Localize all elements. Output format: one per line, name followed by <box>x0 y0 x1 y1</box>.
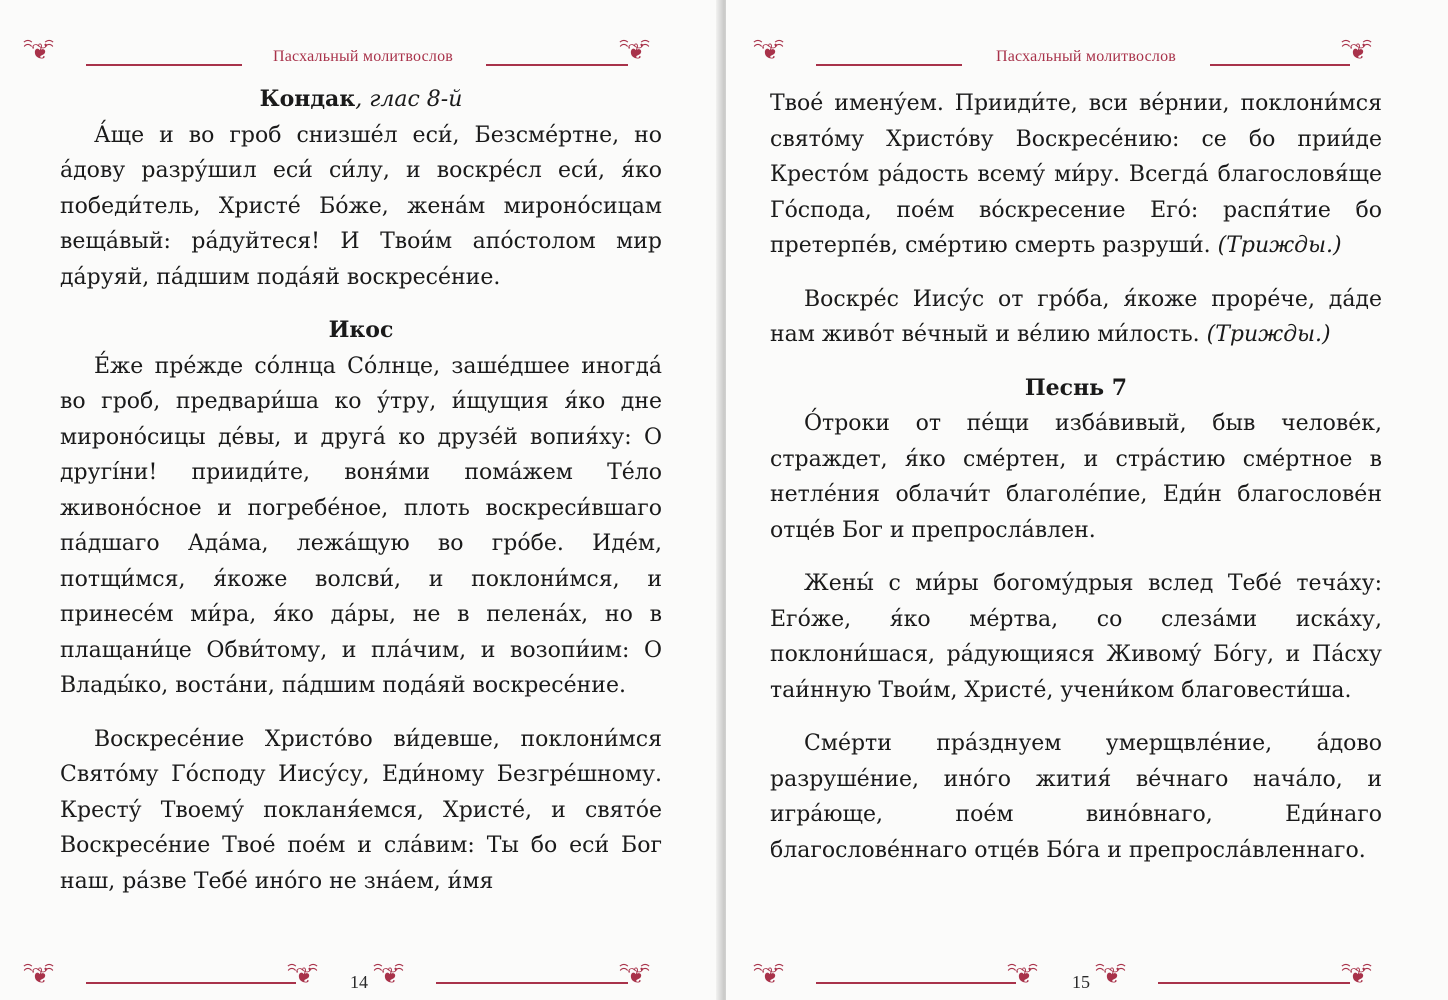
song-verse-3: Сме́рти пра́зднуем умерщвле́ние, а́дово разруше́ние, ино́го жития́ ве́чнаго нача́ло, и игра́юще, пое́м вино́внаго, Еди́наго благослове́ннаго отце́в Бо́га и препросла́вленнаго. <box>770 731 1382 863</box>
ornament-top-left-2: ꩰ❦ꩰ <box>764 40 783 65</box>
footer-rule-right-a <box>816 982 1016 984</box>
hymn-text: Воскресе́ние Христо́во ви́девше, поклони́мся Свято́му Го́споду Иису́су, Еди́ному Безгре́шному. Кресту́ Твоему́ покланя́емся, Христе́, и свято́е Воскресе́ние Твое́ пое́м и сла́вим: Ты бо еси́ Бог наш, ра́зве Тебе́ ино́го не зна́ем, и́мя <box>60 726 662 894</box>
page-number-left: 14 <box>350 972 368 992</box>
ornament-bottom-mid-a: ꩰ❦ꩰ <box>298 964 317 989</box>
ikos-text: Е́же пре́жде со́лнца Со́лнце, заше́дшее иногда́ во гроб, предвари́ша ко у́тру, и́щущия я́ко дне мироно́сицы де́вы, и друга́ ко друзе́й вопия́ху: О другíни! прииди́те, воня́ми пома́жем Те́ло живоно́сное и погребе́ное, плоть воскреси́вшаго па́дшаго Ада́ма, лежа́щую во гро́бе. Иде́м, потщи́мся, я́коже волсви́, и поклони́мся, и принесе́м ми́ра, я́ко да́ры, не в пелена́х, но в плащани́це Обви́тому, и пла́чим, и возопи́им: О Влады́ко, воста́ни, па́дшим пода́яй воскресе́ние. <box>60 353 662 698</box>
ornament-bottom-mid-d: ꩰ❦ꩰ <box>1106 964 1125 989</box>
kondak-heading: Кондак, глас 8-й <box>259 86 463 112</box>
header-rule-left-b <box>486 64 628 66</box>
resurrection-text: Воскре́с Иису́с от гро́ба, я́коже проре́че, да́де нам живо́т ве́чный и ве́лию ми́лость. (Трижды.) <box>770 286 1382 347</box>
song-verse-2: Жены́ с ми́ры богому́дрыя вслед Тебе́ теча́ху: Его́же, я́ко ме́ртва, со слеза́ми иска́ху, поклони́шася, ра́дующияся Живому́ Бо́гу, и Па́сху таи́нную Твои́м, Христе́, учени́ком благовести́ша. <box>770 571 1382 703</box>
ornament-top-left: ꩰ❦ꩰ <box>34 40 53 65</box>
continuation-text: Твое́ имену́ем. Прииди́те, вси ве́рнии, поклони́мся свято́му Христо́ву Воскресе́нию: се бо прии́де Кресто́м ра́дость всему́ ми́ру. Всегда́ благословя́ще Го́спода, пое́м во́скресение Его́: распя́тие бо претерпе́в, сме́ртию смерть разруши́. (Трижды.) <box>770 91 1382 258</box>
footer-rule-right-b <box>1158 982 1350 984</box>
header-rule-right-a <box>816 64 962 66</box>
header-rule-right-b <box>1210 64 1350 66</box>
resurrection-rubric: (Трижды.) <box>1206 322 1331 347</box>
ornament-bottom-left: ꩰ❦ꩰ <box>34 964 53 989</box>
header-rule-left-a <box>86 64 242 66</box>
ornament-bottom-mid-b: ꩰ❦ꩰ <box>384 964 403 989</box>
ornament-bottom-mid-c: ꩰ❦ꩰ <box>1018 964 1037 989</box>
song-verse-1: О́троки от пе́щи изба́вивый, быв челове́к, страждет, я́ко сме́ртен, и стра́стию сме́ртное в нетле́ния облачи́т благоле́пие, Еди́н благослове́н отце́в Бог и препросла́влен. <box>770 411 1382 543</box>
footer-rule-left-b <box>436 982 628 984</box>
ornament-top-right-2: ꩰ❦ꩰ <box>1352 40 1371 65</box>
continuation-rubric: (Трижды.) <box>1217 233 1342 258</box>
ikos-heading: Икос <box>328 317 394 343</box>
ornament-bottom-right-2: ꩰ❦ꩰ <box>1352 964 1371 989</box>
ornament-top-right: ꩰ❦ꩰ <box>630 40 649 65</box>
ornament-bottom-left-2: ꩰ❦ꩰ <box>764 964 783 989</box>
left-page <box>0 0 722 1000</box>
kondak-text: А́ще и во гроб снизше́л еси́, Безсме́ртне, но а́дову разру́шил еси́ си́лу, и воскре́сл еси́, я́ко победи́тель, Христе́ Бо́же, жена́м мироно́сицам веща́вый: ра́дуйтеся! И Твои́м апо́столом мир да́руяй, па́дшим пода́яй воскресе́ние. <box>60 122 662 290</box>
song-heading: Песнь 7 <box>1024 374 1128 401</box>
left-body-text <box>60 82 662 899</box>
footer-rule-left-a <box>86 982 296 984</box>
page-number-right: 15 <box>1072 972 1090 992</box>
right-body-text <box>770 86 1382 868</box>
ornament-bottom-right: ꩰ❦ꩰ <box>630 964 649 989</box>
running-header-right: Пасхальный молитвослов <box>995 48 1177 65</box>
running-header-left: Пасхальный молитвослов <box>272 48 454 65</box>
right-page <box>726 0 1448 1000</box>
